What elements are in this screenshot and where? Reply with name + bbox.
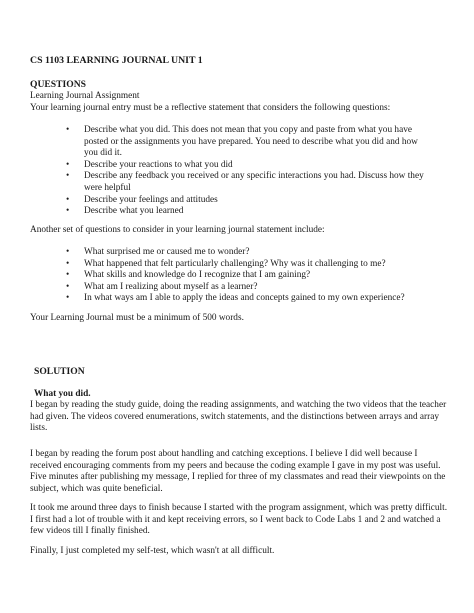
intro-text: Your learning journal entry must be a reflective statement that considers the following questions: <box>30 103 391 113</box>
list-item <box>0 206 430 218</box>
list-item <box>0 171 430 194</box>
what-you-did-heading: What you did. <box>34 389 91 399</box>
list-item-text: Describe what you learned <box>84 206 184 217</box>
list-item-text: In what ways am I able to apply the ideas and concepts gained to my own experience? <box>84 293 405 304</box>
solution-heading: SOLUTION <box>34 366 85 377</box>
list-item-text: What am I realizing about myself as a learner? <box>84 281 258 292</box>
list-item <box>0 160 430 172</box>
reflection-questions-list <box>0 125 474 218</box>
bullet-icon: • <box>66 159 70 170</box>
bullet-icon: • <box>66 194 70 205</box>
consider-questions-list <box>0 247 474 305</box>
list-item <box>0 247 430 259</box>
solution-paragraph: It took me around three days to finish because I started with the program assignment, which was pretty difficult. I first had a lot of trouble with it and kept receiving errors, so I went back to Code Labs 1 and 2 and watched a few videos till I finally finished. <box>30 503 448 537</box>
list-item <box>0 270 430 282</box>
another-set-text: Another set of questions to consider in your learning journal statement include: <box>30 225 325 235</box>
document-title: CS 1103 LEARNING JOURNAL UNIT 1 <box>30 55 203 66</box>
assignment-subheading: Learning Journal Assignment <box>30 91 140 101</box>
list-item <box>0 282 430 294</box>
questions-heading: QUESTIONS <box>30 79 86 90</box>
list-item-text: Describe your feelings and attitudes <box>84 194 218 205</box>
list-item-text: What happened that felt particularly challenging? Why was it challenging to me? <box>84 258 386 269</box>
bullet-icon: • <box>66 281 70 292</box>
bullet-icon: • <box>66 171 70 182</box>
solution-paragraph: Finally, I just completed my self-test, which wasn't at all difficult. <box>30 546 275 556</box>
minimum-words-text: Your Learning Journal must be a minimum of 500 words. <box>30 313 244 323</box>
list-item <box>0 293 430 305</box>
bullet-icon: • <box>66 258 70 269</box>
list-item-text: Describe any feedback you received or any specific interactions you had. Discuss how they were helpful <box>84 171 424 193</box>
bullet-icon: • <box>66 247 70 257</box>
bullet-icon: • <box>66 206 70 217</box>
list-item <box>0 195 430 207</box>
bullet-icon: • <box>66 270 70 281</box>
list-item <box>0 259 430 271</box>
solution-paragraph: I began by reading the study guide, doing the reading assignments, and watching the two videos that the teacher had given. The videos covered enumerations, switch statements, and the distinctions between arrays and array lists. <box>30 400 447 434</box>
list-item <box>0 125 430 160</box>
list-item-text: What surprised me or caused me to wonder? <box>84 247 250 257</box>
list-item-text: Describe your reactions to what you did <box>84 159 233 170</box>
list-item-text: What skills and knowledge do I recognize that I am gaining? <box>84 270 311 281</box>
solution-paragraph: I began by reading the forum post about handling and catching exceptions. I believe I did well because I received encouraging comments from my peers and because the coding example I gave in my post was useful. Five minutes after publishing my message, I replied for three of my classmates and read their viewpoints on the subject, which was quite beneficial. <box>30 449 446 494</box>
bullet-icon: • <box>66 293 70 304</box>
bullet-icon: • <box>66 125 70 135</box>
list-item-text: Describe what you did. This does not mean that you copy and paste from what you have posted or the assignments you have prepared. You need to describe what you did and how you did it. <box>84 125 418 159</box>
